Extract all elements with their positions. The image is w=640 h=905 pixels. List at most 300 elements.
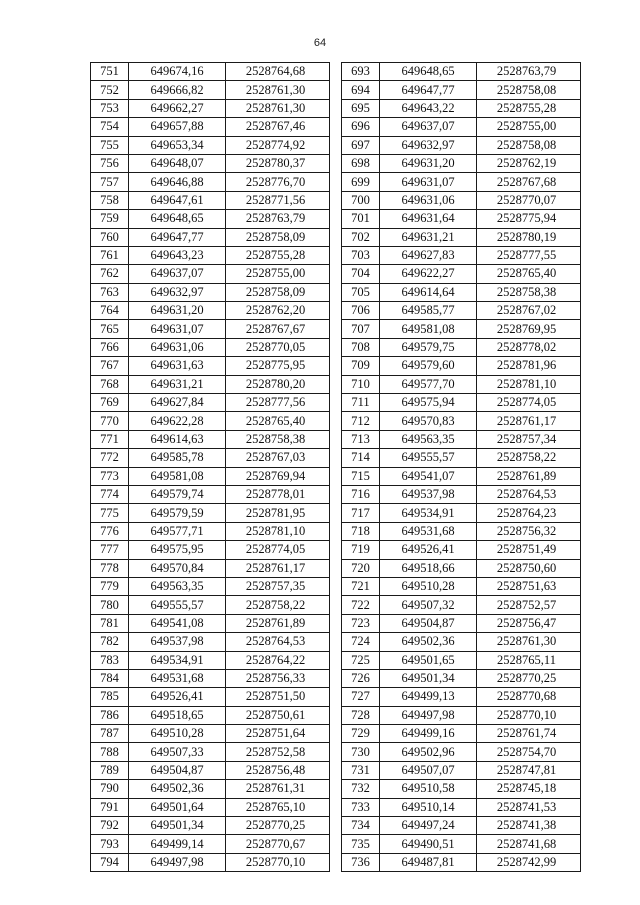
- table-row: [91, 210, 330, 228]
- x-coordinate-cell: 649666,82: [129, 81, 226, 99]
- y-coordinate-cell: 2528777,56: [226, 394, 330, 412]
- point-number-cell: 759: [91, 210, 129, 228]
- point-number-cell: 777: [91, 541, 129, 559]
- table-row: [342, 614, 581, 632]
- point-number-cell: 732: [342, 780, 380, 798]
- table-row: [91, 780, 330, 798]
- table-row: [91, 228, 330, 246]
- y-coordinate-cell: 2528758,08: [477, 81, 581, 99]
- y-coordinate-cell: 2528761,74: [477, 725, 581, 743]
- table-row: [342, 633, 581, 651]
- table-row: [342, 63, 581, 81]
- point-number-cell: 760: [91, 228, 129, 246]
- table-row: [342, 228, 581, 246]
- point-number-cell: 754: [91, 118, 129, 136]
- y-coordinate-cell: 2528761,31: [226, 780, 330, 798]
- x-coordinate-cell: 649637,07: [380, 118, 477, 136]
- y-coordinate-cell: 2528758,09: [226, 228, 330, 246]
- table-row: [91, 265, 330, 283]
- point-number-cell: 756: [91, 154, 129, 172]
- table-row: [91, 467, 330, 485]
- y-coordinate-cell: 2528742,99: [477, 853, 581, 871]
- table-row: [342, 541, 581, 559]
- y-coordinate-cell: 2528770,05: [226, 338, 330, 356]
- table-row: [342, 522, 581, 540]
- x-coordinate-cell: 649518,65: [129, 706, 226, 724]
- point-number-cell: 731: [342, 761, 380, 779]
- y-coordinate-cell: 2528758,09: [226, 283, 330, 301]
- x-coordinate-cell: 649502,36: [380, 633, 477, 651]
- point-number-cell: 753: [91, 99, 129, 117]
- x-coordinate-cell: 649510,58: [380, 780, 477, 798]
- y-coordinate-cell: 2528758,08: [477, 136, 581, 154]
- point-number-cell: 696: [342, 118, 380, 136]
- y-coordinate-cell: 2528764,22: [226, 651, 330, 669]
- point-number-cell: 700: [342, 191, 380, 209]
- table-row: [91, 283, 330, 301]
- y-coordinate-cell: 2528762,20: [226, 302, 330, 320]
- point-number-cell: 708: [342, 338, 380, 356]
- y-coordinate-cell: 2528755,28: [226, 246, 330, 264]
- point-number-cell: 704: [342, 265, 380, 283]
- x-coordinate-cell: 649507,33: [129, 743, 226, 761]
- point-number-cell: 773: [91, 467, 129, 485]
- y-coordinate-cell: 2528761,30: [226, 99, 330, 117]
- x-coordinate-cell: 649518,66: [380, 559, 477, 577]
- table-row: [91, 302, 330, 320]
- coordinates-table-right: [341, 62, 581, 872]
- table-row: [91, 338, 330, 356]
- table-row: [342, 467, 581, 485]
- x-coordinate-cell: 649647,61: [129, 191, 226, 209]
- y-coordinate-cell: 2528780,19: [477, 228, 581, 246]
- y-coordinate-cell: 2528771,56: [226, 191, 330, 209]
- x-coordinate-cell: 649510,14: [380, 798, 477, 816]
- y-coordinate-cell: 2528770,10: [477, 706, 581, 724]
- y-coordinate-cell: 2528751,50: [226, 688, 330, 706]
- y-coordinate-cell: 2528757,34: [477, 430, 581, 448]
- table-row: [342, 118, 581, 136]
- x-coordinate-cell: 649534,91: [380, 504, 477, 522]
- point-number-cell: 697: [342, 136, 380, 154]
- point-number-cell: 789: [91, 761, 129, 779]
- point-number-cell: 712: [342, 412, 380, 430]
- point-number-cell: 724: [342, 633, 380, 651]
- x-coordinate-cell: 649631,21: [380, 228, 477, 246]
- table-row: [91, 577, 330, 595]
- y-coordinate-cell: 2528754,70: [477, 743, 581, 761]
- point-number-cell: 716: [342, 485, 380, 503]
- y-coordinate-cell: 2528781,95: [226, 504, 330, 522]
- x-coordinate-cell: 649631,06: [380, 191, 477, 209]
- point-number-cell: 707: [342, 320, 380, 338]
- x-coordinate-cell: 649647,77: [380, 81, 477, 99]
- table-row: [342, 725, 581, 743]
- table-row: [342, 430, 581, 448]
- x-coordinate-cell: 649563,35: [380, 430, 477, 448]
- point-number-cell: 781: [91, 614, 129, 632]
- table-row: [342, 394, 581, 412]
- point-number-cell: 734: [342, 817, 380, 835]
- table-row: [342, 817, 581, 835]
- y-coordinate-cell: 2528761,17: [477, 412, 581, 430]
- y-coordinate-cell: 2528765,40: [477, 265, 581, 283]
- table-row: [91, 320, 330, 338]
- x-coordinate-cell: 649501,65: [380, 651, 477, 669]
- y-coordinate-cell: 2528781,96: [477, 357, 581, 375]
- table-row: [91, 522, 330, 540]
- x-coordinate-cell: 649631,07: [129, 320, 226, 338]
- x-coordinate-cell: 649622,27: [380, 265, 477, 283]
- x-coordinate-cell: 649501,64: [129, 798, 226, 816]
- x-coordinate-cell: 649637,07: [129, 265, 226, 283]
- point-number-cell: 767: [91, 357, 129, 375]
- table-row: [91, 743, 330, 761]
- point-number-cell: 721: [342, 577, 380, 595]
- x-coordinate-cell: 649631,20: [380, 154, 477, 172]
- table-row: [91, 246, 330, 264]
- x-coordinate-cell: 649585,78: [129, 449, 226, 467]
- point-number-cell: 718: [342, 522, 380, 540]
- y-coordinate-cell: 2528770,07: [477, 191, 581, 209]
- y-coordinate-cell: 2528751,64: [226, 725, 330, 743]
- x-coordinate-cell: 649570,83: [380, 412, 477, 430]
- table-row: [342, 835, 581, 853]
- x-coordinate-cell: 649534,91: [129, 651, 226, 669]
- table-row: [342, 706, 581, 724]
- x-coordinate-cell: 649579,75: [380, 338, 477, 356]
- x-coordinate-cell: 649499,14: [129, 835, 226, 853]
- point-number-cell: 736: [342, 853, 380, 871]
- point-number-cell: 788: [91, 743, 129, 761]
- point-number-cell: 785: [91, 688, 129, 706]
- x-coordinate-cell: 649632,97: [380, 136, 477, 154]
- point-number-cell: 775: [91, 504, 129, 522]
- x-coordinate-cell: 649614,63: [129, 430, 226, 448]
- table-row: [91, 559, 330, 577]
- y-coordinate-cell: 2528776,70: [226, 173, 330, 191]
- table-row: [342, 375, 581, 393]
- x-coordinate-cell: 649622,28: [129, 412, 226, 430]
- x-coordinate-cell: 649497,24: [380, 817, 477, 835]
- y-coordinate-cell: 2528774,05: [477, 394, 581, 412]
- point-number-cell: 735: [342, 835, 380, 853]
- table-row: [91, 761, 330, 779]
- x-coordinate-cell: 649537,98: [129, 633, 226, 651]
- x-coordinate-cell: 649585,77: [380, 302, 477, 320]
- x-coordinate-cell: 649555,57: [129, 596, 226, 614]
- table-row: [91, 614, 330, 632]
- x-coordinate-cell: 649510,28: [380, 577, 477, 595]
- x-coordinate-cell: 649631,07: [380, 173, 477, 191]
- table-row: [91, 853, 330, 871]
- x-coordinate-cell: 649563,35: [129, 577, 226, 595]
- x-coordinate-cell: 649648,65: [380, 63, 477, 81]
- y-coordinate-cell: 2528763,79: [226, 210, 330, 228]
- y-coordinate-cell: 2528755,00: [477, 118, 581, 136]
- point-number-cell: 758: [91, 191, 129, 209]
- table-row: [91, 449, 330, 467]
- point-number-cell: 774: [91, 485, 129, 503]
- y-coordinate-cell: 2528763,79: [477, 63, 581, 81]
- y-coordinate-cell: 2528761,30: [226, 81, 330, 99]
- point-number-cell: 778: [91, 559, 129, 577]
- y-coordinate-cell: 2528780,37: [226, 154, 330, 172]
- y-coordinate-cell: 2528761,89: [477, 467, 581, 485]
- point-number-cell: 780: [91, 596, 129, 614]
- y-coordinate-cell: 2528770,25: [226, 817, 330, 835]
- y-coordinate-cell: 2528778,01: [226, 485, 330, 503]
- table-row: [91, 504, 330, 522]
- table-row: [342, 743, 581, 761]
- table-row: [91, 136, 330, 154]
- point-number-cell: 715: [342, 467, 380, 485]
- point-number-cell: 711: [342, 394, 380, 412]
- table-row: [91, 835, 330, 853]
- x-coordinate-cell: 649648,65: [129, 210, 226, 228]
- table-row: [91, 63, 330, 81]
- y-coordinate-cell: 2528745,18: [477, 780, 581, 798]
- x-coordinate-cell: 649507,07: [380, 761, 477, 779]
- x-coordinate-cell: 649579,59: [129, 504, 226, 522]
- table-row: [342, 173, 581, 191]
- table-row: [91, 596, 330, 614]
- x-coordinate-cell: 649531,68: [380, 522, 477, 540]
- y-coordinate-cell: 2528752,58: [226, 743, 330, 761]
- point-number-cell: 725: [342, 651, 380, 669]
- point-number-cell: 787: [91, 725, 129, 743]
- point-number-cell: 762: [91, 265, 129, 283]
- point-number-cell: 723: [342, 614, 380, 632]
- x-coordinate-cell: 649627,83: [380, 246, 477, 264]
- point-number-cell: 713: [342, 430, 380, 448]
- table-row: [342, 191, 581, 209]
- table-row: [342, 853, 581, 871]
- table-row: [91, 412, 330, 430]
- x-coordinate-cell: 649570,84: [129, 559, 226, 577]
- point-number-cell: 706: [342, 302, 380, 320]
- x-coordinate-cell: 649502,96: [380, 743, 477, 761]
- point-number-cell: 728: [342, 706, 380, 724]
- point-number-cell: 717: [342, 504, 380, 522]
- point-number-cell: 726: [342, 669, 380, 687]
- y-coordinate-cell: 2528761,89: [226, 614, 330, 632]
- point-number-cell: 791: [91, 798, 129, 816]
- point-number-cell: 761: [91, 246, 129, 264]
- x-coordinate-cell: 649531,68: [129, 669, 226, 687]
- x-coordinate-cell: 649507,32: [380, 596, 477, 614]
- point-number-cell: 751: [91, 63, 129, 81]
- point-number-cell: 720: [342, 559, 380, 577]
- x-coordinate-cell: 649497,98: [380, 706, 477, 724]
- y-coordinate-cell: 2528741,53: [477, 798, 581, 816]
- y-coordinate-cell: 2528758,22: [226, 596, 330, 614]
- x-coordinate-cell: 649581,08: [129, 467, 226, 485]
- point-number-cell: 703: [342, 246, 380, 264]
- table-row: [91, 633, 330, 651]
- table-row: [342, 761, 581, 779]
- table-row: [342, 559, 581, 577]
- y-coordinate-cell: 2528756,33: [226, 669, 330, 687]
- x-coordinate-cell: 649579,74: [129, 485, 226, 503]
- x-coordinate-cell: 649504,87: [380, 614, 477, 632]
- point-number-cell: 729: [342, 725, 380, 743]
- point-number-cell: 782: [91, 633, 129, 651]
- point-number-cell: 693: [342, 63, 380, 81]
- y-coordinate-cell: 2528778,02: [477, 338, 581, 356]
- y-coordinate-cell: 2528764,53: [477, 485, 581, 503]
- x-coordinate-cell: 649631,06: [129, 338, 226, 356]
- point-number-cell: 709: [342, 357, 380, 375]
- point-number-cell: 705: [342, 283, 380, 301]
- point-number-cell: 790: [91, 780, 129, 798]
- y-coordinate-cell: 2528781,10: [477, 375, 581, 393]
- table-row: [91, 375, 330, 393]
- point-number-cell: 698: [342, 154, 380, 172]
- table-row: [342, 412, 581, 430]
- y-coordinate-cell: 2528765,40: [226, 412, 330, 430]
- x-coordinate-cell: 649648,07: [129, 154, 226, 172]
- table-row: [91, 669, 330, 687]
- table-row: [342, 265, 581, 283]
- table-row: [91, 357, 330, 375]
- x-coordinate-cell: 649674,16: [129, 63, 226, 81]
- point-number-cell: 733: [342, 798, 380, 816]
- x-coordinate-cell: 649501,34: [129, 817, 226, 835]
- point-number-cell: 719: [342, 541, 380, 559]
- x-coordinate-cell: 649575,95: [129, 541, 226, 559]
- x-coordinate-cell: 649657,88: [129, 118, 226, 136]
- table-row: [91, 798, 330, 816]
- y-coordinate-cell: 2528765,11: [477, 651, 581, 669]
- table-row: [91, 430, 330, 448]
- table-row: [91, 99, 330, 117]
- x-coordinate-cell: 649643,22: [380, 99, 477, 117]
- x-coordinate-cell: 649653,34: [129, 136, 226, 154]
- point-number-cell: 694: [342, 81, 380, 99]
- x-coordinate-cell: 649632,97: [129, 283, 226, 301]
- x-coordinate-cell: 649646,88: [129, 173, 226, 191]
- point-number-cell: 722: [342, 596, 380, 614]
- y-coordinate-cell: 2528761,17: [226, 559, 330, 577]
- x-coordinate-cell: 649490,51: [380, 835, 477, 853]
- table-row: [91, 191, 330, 209]
- x-coordinate-cell: 649643,23: [129, 246, 226, 264]
- y-coordinate-cell: 2528767,46: [226, 118, 330, 136]
- x-coordinate-cell: 649541,07: [380, 467, 477, 485]
- x-coordinate-cell: 649647,77: [129, 228, 226, 246]
- y-coordinate-cell: 2528747,81: [477, 761, 581, 779]
- y-coordinate-cell: 2528756,47: [477, 614, 581, 632]
- y-coordinate-cell: 2528764,68: [226, 63, 330, 81]
- y-coordinate-cell: 2528752,57: [477, 596, 581, 614]
- y-coordinate-cell: 2528756,32: [477, 522, 581, 540]
- x-coordinate-cell: 649501,34: [380, 669, 477, 687]
- x-coordinate-cell: 649537,98: [380, 485, 477, 503]
- point-number-cell: 792: [91, 817, 129, 835]
- x-coordinate-cell: 649504,87: [129, 761, 226, 779]
- table-row: [342, 485, 581, 503]
- point-number-cell: 727: [342, 688, 380, 706]
- point-number-cell: 769: [91, 394, 129, 412]
- x-coordinate-cell: 649526,41: [380, 541, 477, 559]
- x-coordinate-cell: 649502,36: [129, 780, 226, 798]
- table-row: [342, 320, 581, 338]
- y-coordinate-cell: 2528774,05: [226, 541, 330, 559]
- point-number-cell: 770: [91, 412, 129, 430]
- y-coordinate-cell: 2528770,25: [477, 669, 581, 687]
- x-coordinate-cell: 649627,84: [129, 394, 226, 412]
- x-coordinate-cell: 649497,98: [129, 853, 226, 871]
- y-coordinate-cell: 2528755,28: [477, 99, 581, 117]
- table-row: [342, 210, 581, 228]
- y-coordinate-cell: 2528755,00: [226, 265, 330, 283]
- table-row: [91, 394, 330, 412]
- table-row: [342, 651, 581, 669]
- table-row: [342, 504, 581, 522]
- point-number-cell: 765: [91, 320, 129, 338]
- y-coordinate-cell: 2528751,63: [477, 577, 581, 595]
- point-number-cell: 783: [91, 651, 129, 669]
- x-coordinate-cell: 649662,27: [129, 99, 226, 117]
- table-row: [342, 669, 581, 687]
- y-coordinate-cell: 2528775,95: [226, 357, 330, 375]
- point-number-cell: 786: [91, 706, 129, 724]
- point-number-cell: 752: [91, 81, 129, 99]
- table-row: [342, 338, 581, 356]
- x-coordinate-cell: 649575,94: [380, 394, 477, 412]
- x-coordinate-cell: 649555,57: [380, 449, 477, 467]
- point-number-cell: 699: [342, 173, 380, 191]
- point-number-cell: 702: [342, 228, 380, 246]
- y-coordinate-cell: 2528762,19: [477, 154, 581, 172]
- y-coordinate-cell: 2528767,68: [477, 173, 581, 191]
- table-row: [91, 817, 330, 835]
- y-coordinate-cell: 2528777,55: [477, 246, 581, 264]
- point-number-cell: 701: [342, 210, 380, 228]
- point-number-cell: 764: [91, 302, 129, 320]
- y-coordinate-cell: 2528767,02: [477, 302, 581, 320]
- y-coordinate-cell: 2528741,38: [477, 817, 581, 835]
- x-coordinate-cell: 649510,28: [129, 725, 226, 743]
- table-row: [342, 449, 581, 467]
- table-row: [91, 651, 330, 669]
- y-coordinate-cell: 2528765,10: [226, 798, 330, 816]
- table-row: [342, 246, 581, 264]
- y-coordinate-cell: 2528758,38: [477, 283, 581, 301]
- y-coordinate-cell: 2528767,03: [226, 449, 330, 467]
- point-number-cell: 763: [91, 283, 129, 301]
- point-number-cell: 779: [91, 577, 129, 595]
- y-coordinate-cell: 2528774,92: [226, 136, 330, 154]
- x-coordinate-cell: 649541,08: [129, 614, 226, 632]
- table-row: [342, 283, 581, 301]
- table-row: [342, 798, 581, 816]
- y-coordinate-cell: 2528770,10: [226, 853, 330, 871]
- y-coordinate-cell: 2528770,67: [226, 835, 330, 853]
- x-coordinate-cell: 649631,21: [129, 375, 226, 393]
- y-coordinate-cell: 2528757,35: [226, 577, 330, 595]
- y-coordinate-cell: 2528770,68: [477, 688, 581, 706]
- point-number-cell: 714: [342, 449, 380, 467]
- table-row: [342, 99, 581, 117]
- table-row: [91, 688, 330, 706]
- coordinates-table-left: [90, 62, 330, 872]
- x-coordinate-cell: 649499,13: [380, 688, 477, 706]
- table-row: [342, 688, 581, 706]
- y-coordinate-cell: 2528781,10: [226, 522, 330, 540]
- x-coordinate-cell: 649631,63: [129, 357, 226, 375]
